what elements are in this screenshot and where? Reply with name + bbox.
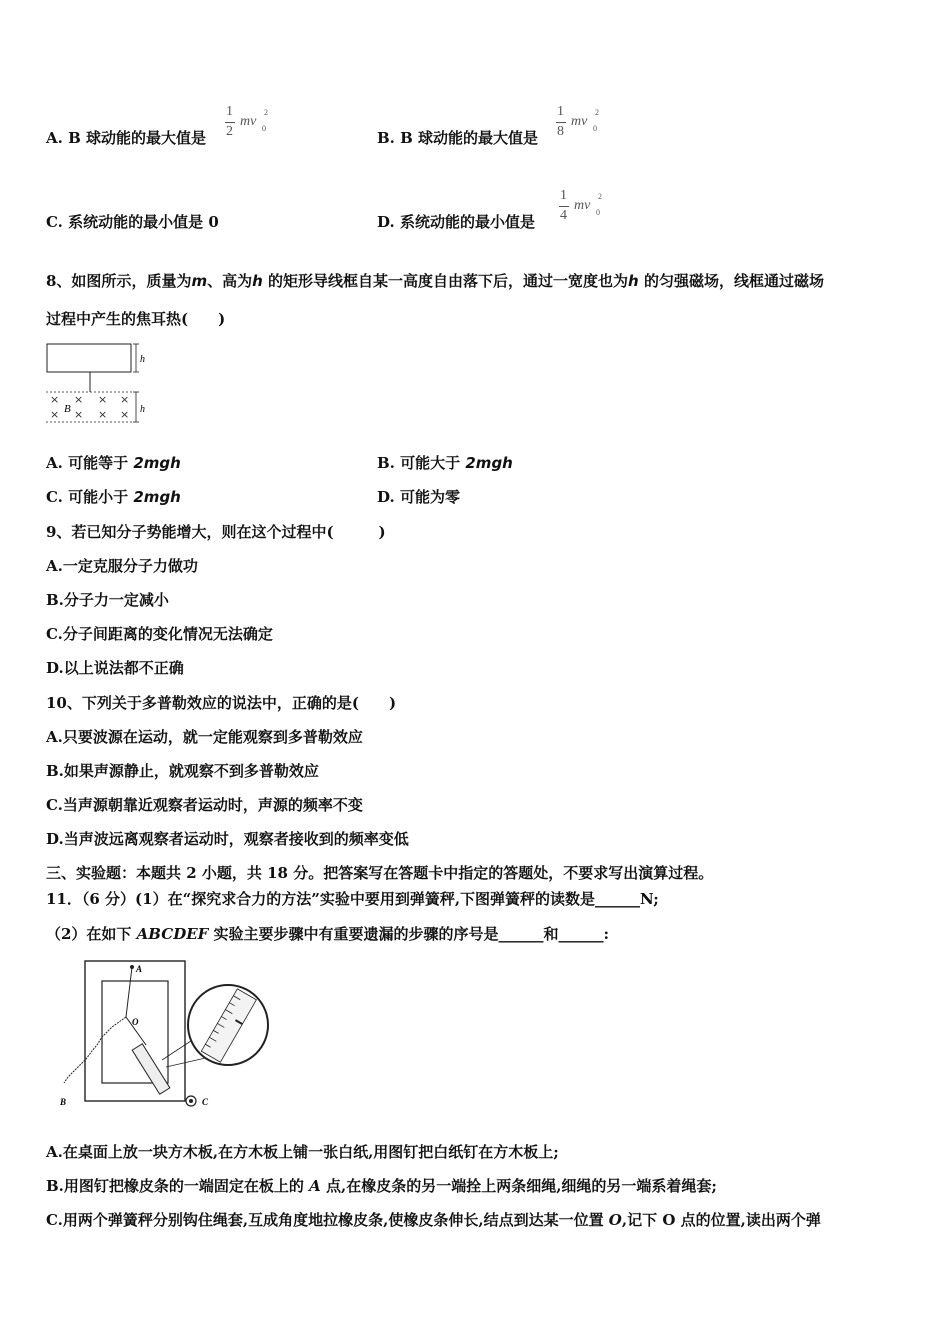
q10-stem: 10、下列关于多普勒效应的说法中，正确的是( ) bbox=[46, 694, 397, 712]
q10-option-a: A.只要波源在运动，就一定能观察到多普勒效应 bbox=[46, 728, 363, 746]
svg-text:×: × bbox=[98, 408, 108, 421]
svg-text:×: × bbox=[74, 408, 84, 421]
q8-option-c: C. 可能小于 2mgh bbox=[46, 488, 181, 506]
q9-option-c: C.分子间距离的变化情况无法确定 bbox=[46, 625, 273, 643]
q7-option-d: D. 系统动能的最小值是 bbox=[377, 213, 535, 231]
q11-line1: 11．（6 分）(1）在“探究求合力的方法”实验中要用到弹簧秤,下图弹簧秤的读数是______N; bbox=[46, 890, 659, 908]
svg-text:×: × bbox=[120, 393, 130, 406]
q8-option-d: D. 可能为零 bbox=[377, 488, 460, 506]
svg-text:×: × bbox=[50, 408, 60, 421]
q10-option-c: C.当声源朝靠近观察者运动时，声源的频率不变 bbox=[46, 796, 363, 814]
q11-step-c: C.用两个弹簧秤分别钩住绳套,互成角度地拉橡皮条,使橡皮条伸长,结点到达某一位置 O,记下 O 点的位置,读出两个弹 bbox=[46, 1211, 821, 1229]
q10-option-b: B.如果声源静止，就观察不到多普勒效应 bbox=[46, 762, 319, 780]
magnetic-field-crosses bbox=[50, 393, 129, 421]
q7-option-a: A. B 球动能的最大值是 bbox=[46, 129, 207, 147]
h-top-label: h bbox=[140, 354, 145, 365]
q9-option-b: B.分子力一定减小 bbox=[46, 591, 169, 609]
q11-line2: （2）在如下 ABCDEF 实验主要步骤中有重要遗漏的步骤的序号是______和______: bbox=[46, 925, 610, 943]
svg-text:×: × bbox=[98, 393, 108, 406]
q11-figure bbox=[50, 955, 280, 1115]
q9-stem: 9、若已知分子势能增大，则在这个过程中( ) bbox=[46, 523, 386, 541]
spring-b bbox=[64, 1017, 126, 1083]
q8-option-a: A. 可能等于 2mgh bbox=[46, 454, 181, 472]
svg-text:×: × bbox=[74, 393, 84, 406]
q8-stem-line1: 8、如图所示，质量为m、高为h 的矩形导线框自某一高度自由落下后，通过一宽度也为h 的匀强磁场，线框通过磁场 bbox=[46, 272, 824, 290]
board-outer bbox=[85, 961, 185, 1101]
label-b: B bbox=[60, 1097, 67, 1107]
q10-option-d: D.当声波远离观察者运动时，观察者接收到的频率变低 bbox=[46, 830, 409, 848]
svg-text:×: × bbox=[120, 408, 130, 421]
spring-scale-body bbox=[132, 1044, 170, 1094]
q11-step-b: B.用图钉把橡皮条的一端固定在板上的 A 点,在橡皮条的另一端拴上两条细绳,细绳的另一端系着绳套; bbox=[46, 1177, 717, 1195]
b-field-label: B bbox=[64, 403, 71, 415]
label-c: C bbox=[202, 1097, 209, 1107]
q7-option-c: C. 系统动能的最小值是 0 bbox=[46, 213, 219, 231]
h-bottom-label: h bbox=[140, 404, 145, 415]
magnifier-line-2 bbox=[166, 1057, 210, 1067]
q7-option-b: B. B 球动能的最大值是 bbox=[377, 129, 539, 147]
wire-frame bbox=[47, 344, 131, 372]
q9-option-d: D.以上说法都不正确 bbox=[46, 659, 184, 677]
q9-option-a: A.一定克服分子力做功 bbox=[46, 557, 198, 575]
label-a: A bbox=[136, 964, 143, 974]
section-3-title: 三、实验题：本题共 2 小题，共 18 分。把答案写在答题卡中指定的答题处，不要求写出演算过程。 bbox=[46, 864, 714, 882]
label-o: O bbox=[132, 1017, 139, 1027]
q8-option-b: B. 可能大于 2mgh bbox=[377, 454, 513, 472]
svg-text:×: × bbox=[50, 393, 60, 406]
q11-step-a: A.在桌面上放一块方木板,在方木板上铺一张白纸,用图钉把白纸钉在方木板上; bbox=[46, 1143, 559, 1161]
board-inner bbox=[102, 981, 168, 1083]
q8-figure bbox=[44, 340, 154, 428]
point-a bbox=[130, 965, 134, 969]
q8-stem-line2: 过程中产生的焦耳热( ) bbox=[46, 310, 226, 328]
rubber-band bbox=[126, 967, 132, 1017]
